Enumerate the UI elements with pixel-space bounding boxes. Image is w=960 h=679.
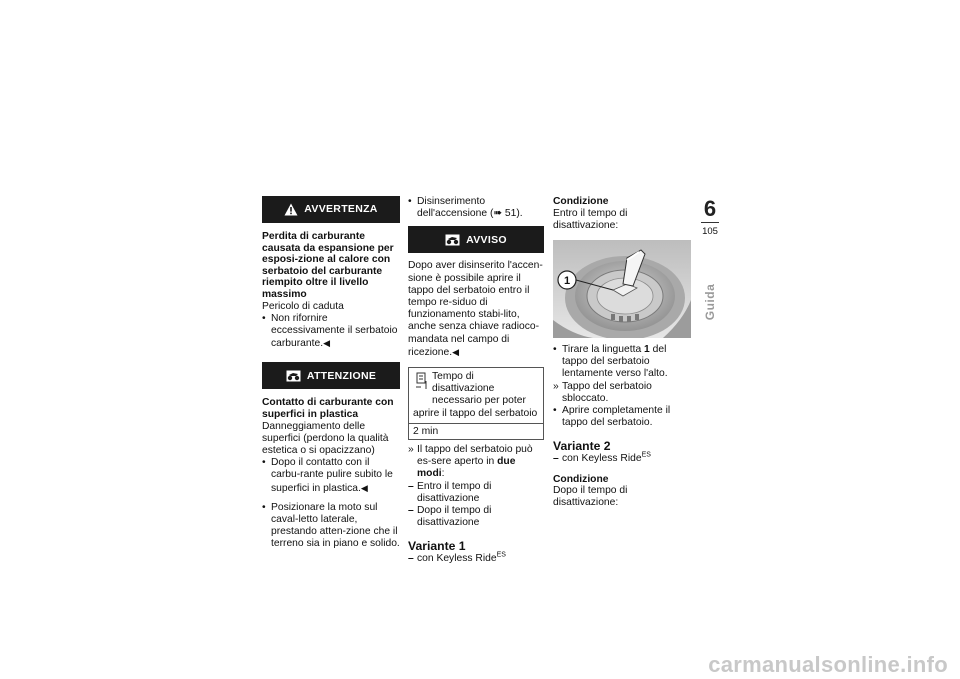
caution-bullet-2: • Posizionare la moto sul caval-letto laterale, prestando atten-zione che il terreno sia in piano e solido. (262, 502, 400, 551)
condition-text: Entro il tempo di disattivazione: (553, 207, 628, 231)
pull-tab-text-pre: Tirare la linguetta (562, 344, 645, 355)
result-text-post: : (441, 468, 445, 480)
warning-bullet-text: Non rifornire eccessivamente il serbatoio carburante. (271, 312, 398, 350)
fuel-cap-tip-icon (415, 371, 428, 397)
end-marker-icon: ◀ (323, 338, 331, 349)
warning-triangle-icon (284, 203, 298, 216)
warning-banner-label: AVVERTENZA (304, 203, 378, 216)
variant-2-sup: ES (641, 452, 651, 459)
warning-subtitle: Pericolo di caduta (262, 300, 344, 312)
section-label: Guida (703, 283, 717, 321)
warning-banner (262, 196, 400, 223)
result-text-pre: Il tappo del serbatoio può es-sere aperto in (417, 444, 533, 468)
pull-tab-bullet (553, 344, 691, 381)
condition-2-text: Dopo il tempo di disattivazione: (553, 485, 628, 509)
caution-banner (262, 362, 400, 389)
info-box-value: 2 min (409, 423, 543, 439)
ignition-bullet: • Disinserimento dell'accensione (➠ 51). (408, 196, 544, 220)
variant-2-heading: Variante 2 (553, 439, 611, 454)
motorcycle-icon (445, 234, 460, 246)
notice-text-content: Dopo aver disinserito l'accen-sione è possibile aprire il tappo del serbatoio entro il tempo re-siduo di funzionamento stabi-lito, anche senza chiave radioco-mandata nel campo di ricezione. (408, 260, 543, 358)
option-within-time: – Entro il tempo di disattivazione (408, 481, 544, 505)
notice-banner-label: AVVISO (466, 233, 507, 246)
caution-bullet-1 (262, 457, 400, 495)
sidebar-divider (701, 222, 719, 223)
fuel-cap-photo (553, 240, 691, 338)
result-text-bold: due modi (417, 456, 516, 480)
pull-tab-text-post: del tappo del serbatoio lentamente verso l'alto. (562, 344, 668, 380)
chapter-number: 6 (703, 196, 717, 221)
variant-1-item-text: con Keyless Ride (417, 553, 497, 565)
figure-label-1: 1 (563, 275, 571, 287)
column-middle (408, 196, 544, 566)
info-box-text: Tempo di disattivazione necessario per poter aprire il tappo del serbatoio (413, 371, 538, 419)
result-open-modes (408, 444, 544, 481)
variant-1-item (408, 553, 544, 565)
warning-bullet (262, 313, 400, 351)
warning-title: Perdita di carburante causata da espansione per esposi-zione al calore con serbatoio del carburante riempito oltre il livello massimo (262, 231, 394, 300)
page-number: 105 (702, 226, 718, 237)
end-marker-icon: ◀ (360, 482, 368, 493)
section-tab (703, 282, 717, 322)
caution-title: Contatto di carburante con superfici in plastica (262, 397, 394, 420)
notice-banner (408, 226, 544, 253)
variant-1-heading: Variante 1 (408, 539, 466, 554)
option-after-time: – Dopo il tempo di disattivazione (408, 505, 544, 529)
end-marker-icon: ◀ (452, 346, 459, 357)
condition-2-heading: Condizione (553, 473, 609, 485)
column-left (262, 196, 400, 551)
info-box-description (409, 368, 543, 423)
column-right (553, 196, 691, 510)
watermark: carmanualsonline.info (708, 652, 948, 677)
condition-heading: Condizione (553, 196, 609, 207)
variant-1-sup: ES (496, 552, 506, 560)
open-cap-bullet: • Aprire completamente il tappo del serbatoio. (553, 405, 691, 429)
variant-2-item (553, 453, 691, 465)
notice-text (408, 260, 544, 359)
caution-banner-label: ATTENZIONE (306, 369, 377, 382)
motorcycle-icon (286, 370, 301, 382)
variant-2-item-text: con Keyless Ride (562, 453, 642, 465)
info-box (408, 367, 544, 440)
result-unlocked: » Tappo del serbatoio sbloccato. (553, 381, 691, 405)
pull-tab-ref: 1 (644, 344, 650, 355)
caution-bullet-1-text: Dopo il contatto con il carbu-rante pulire subito le superfici in plastica. (271, 457, 393, 494)
caution-text: Danneggiamento delle superfici (perdono la qualità estetica o si opacizzano) (262, 420, 389, 456)
